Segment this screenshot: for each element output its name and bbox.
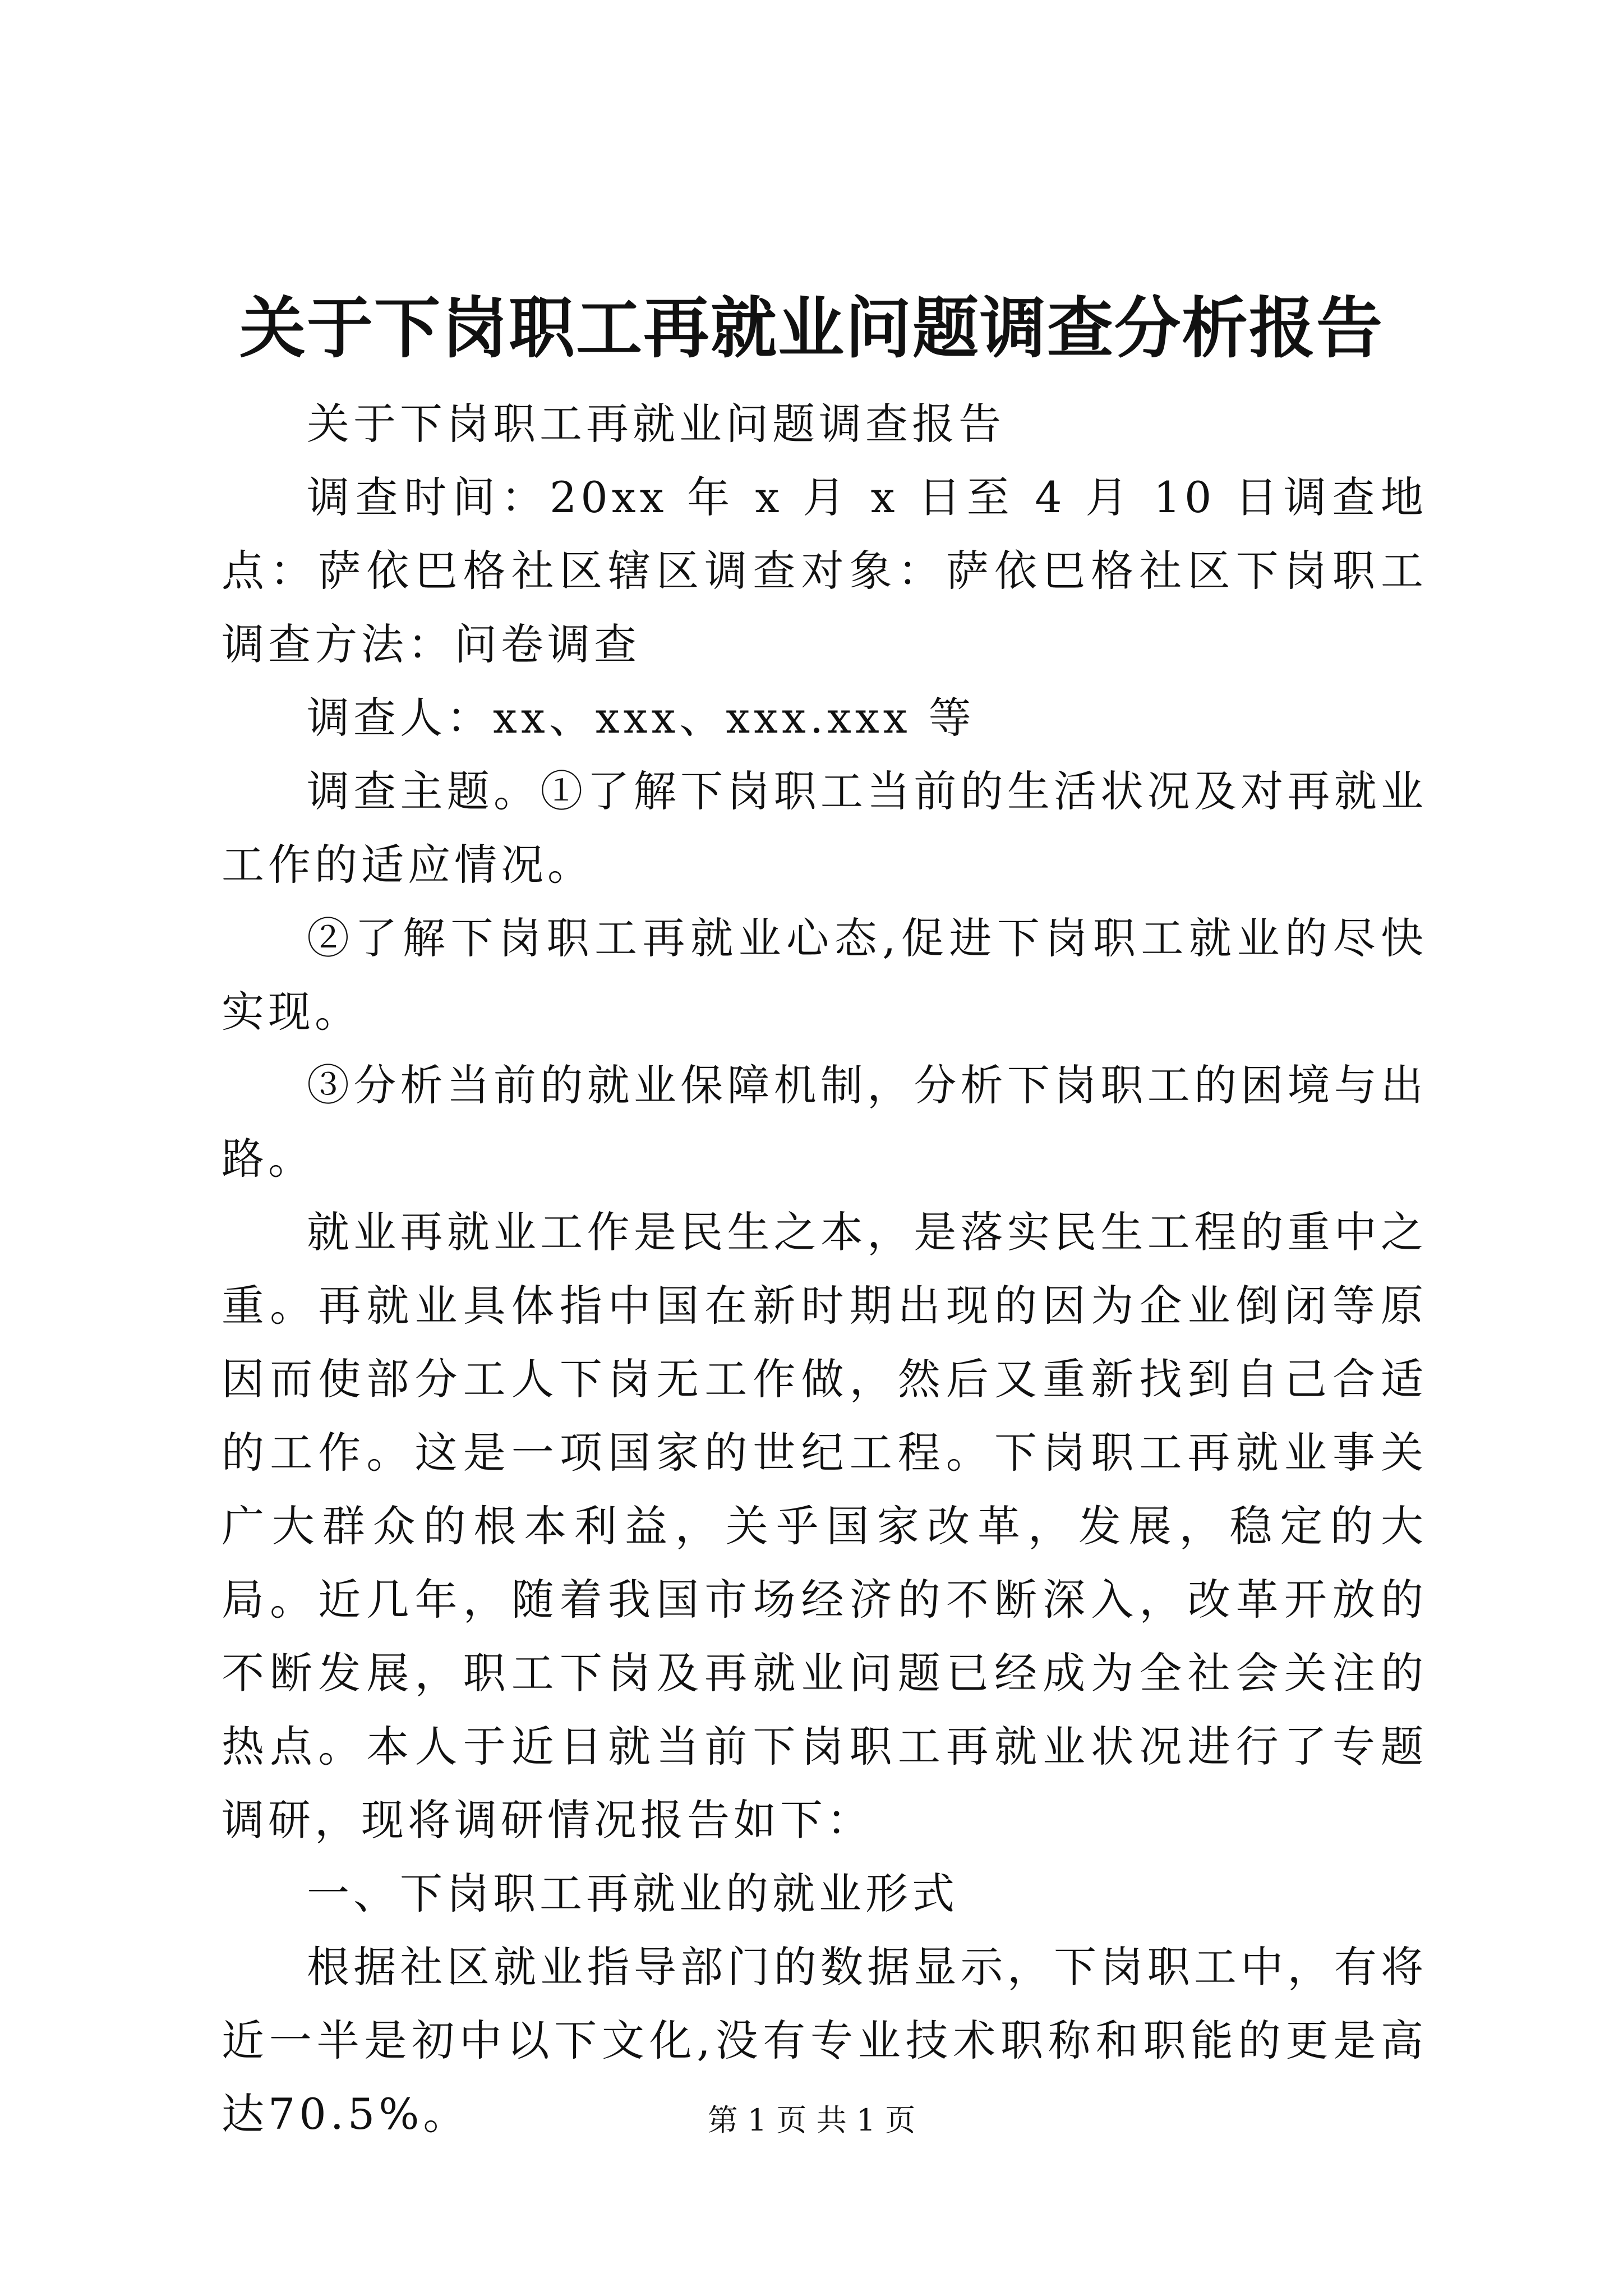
- theme-paragraph: 调查主题。①了解下岗职工当前的生活状况及对再就业工作的适应情况。: [222, 766, 1427, 890]
- intro-paragraph: 就业再就业工作是民生之本，是落实民生工程的重中之重。再就业具体指中国在新时期出现的因为企业倒闭等原因而使部分工人下岗无工作做，然后又重新找到自己合适的工作。这是一项国家的世纪工程。下岗职工再就业事关广大群众的根本利益，关乎国家改革，发展，稳定的大局。近几年，随着我国市场经济的不断深入，改革开放的不断发展，职工下岗及再就业问题已经成为全社会关注的热点。本人于近日就当前下岗职工再就业状况进行了专题调研，现将调研情况报告如下：: [222, 1207, 1427, 1845]
- theme-item-3: ③分析当前的就业保障机制，分析下岗职工的困境与出路。: [222, 1060, 1427, 1184]
- theme-item-2: ②了解下岗职工再就业心态,促进下岗职工就业的尽快实现。: [222, 913, 1427, 1037]
- section-heading: 一、下岗职工再就业的就业形式: [307, 1869, 958, 1918]
- page-footer: 第 1 页 共 1 页: [707, 2102, 916, 2138]
- subtitle-paragraph: 关于下岗职工再就业问题调查报告: [307, 399, 1005, 449]
- investigators-paragraph: 调查人：xx、xxx、xxx.xxx 等: [307, 693, 975, 743]
- document-body: [222, 387, 1427, 2151]
- survey-info-paragraph: 调查时间：20xx 年 x 月 x 日至 4 月 10 日调查地点：萨依巴格社区辖区调查对象：萨依巴格社区下岗职工调查方法：问卷调查: [222, 472, 1427, 669]
- data-paragraph: 根据社区就业指导部门的数据显示，下岗职工中，有将近一半是初中以下文化,没有专业技术职称和职能的更是高达70.5%。: [222, 1942, 1427, 2139]
- document-title: 关于下岗职工再就业问题调查分析报告: [239, 289, 1384, 367]
